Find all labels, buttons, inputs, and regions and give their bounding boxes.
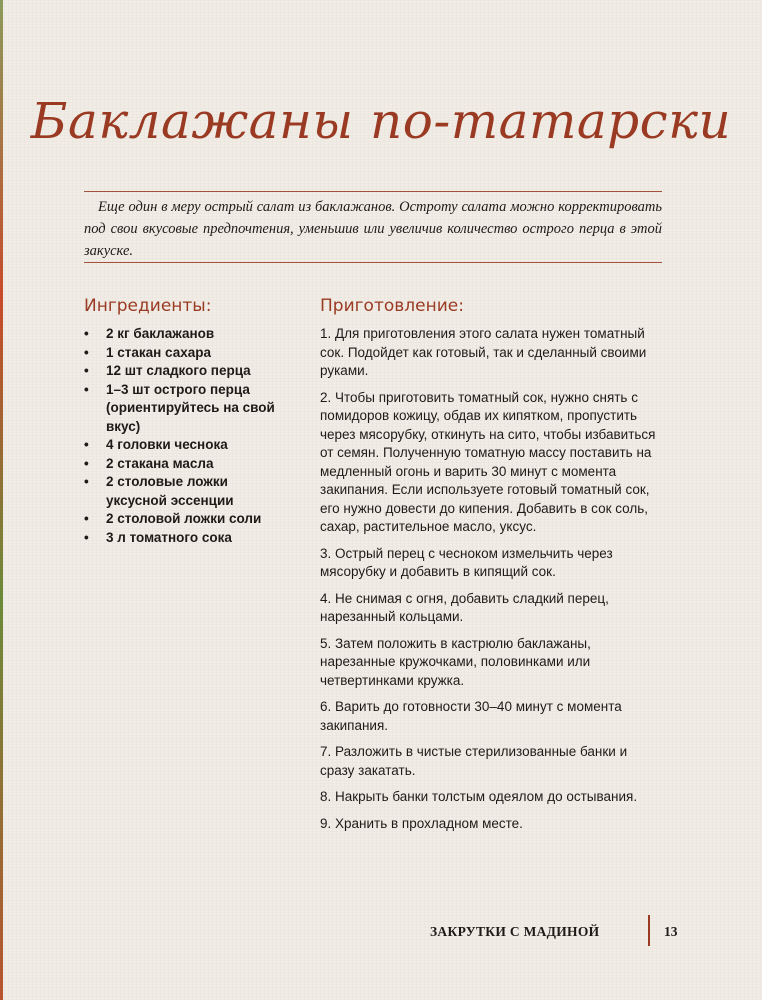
list-item: • 1 стакан сахара xyxy=(84,344,284,363)
bullet-icon: • xyxy=(84,437,89,452)
preparation-step: 5. Затем положить в кастрюлю баклажаны, нарезанные кружочками, половинками или четвертинками кружка. xyxy=(320,635,591,688)
preparation-step: 4. Не снимая с огня, добавить сладкий перец, нарезанный кольцами. xyxy=(320,590,609,624)
bullet-icon: • xyxy=(84,326,89,341)
preparation-heading: Приготовление: xyxy=(320,296,464,316)
list-item: • 2 стакана масла xyxy=(84,455,284,474)
bullet-icon: • xyxy=(84,363,89,378)
preparation-step: 8. Накрыть банки толстым одеялом до остывания. xyxy=(320,789,638,804)
intro-text: Еще один в меру острый салат из баклажанов. Остроту салата можно корректировать под свои вкусовые предпочтения, уменьшив или увеличив количество острого перца в этой закуске. xyxy=(84,199,662,259)
preparation-step: 7. Разложить в чистые стерилизованные банки и сразу закатать. xyxy=(320,744,628,778)
list-item: • 1–3 шт острого перца (ориентируйтесь на свой вкус) xyxy=(84,381,275,434)
ingredients-list xyxy=(84,325,284,547)
book-title: ЗАКРУТКИ С МАДИНОЙ xyxy=(430,924,600,939)
list-item: • 2 кг баклажанов xyxy=(84,325,284,344)
intro-top-rule xyxy=(84,191,662,192)
list-item: • 2 столовой ложки соли xyxy=(84,510,284,529)
preparation-step: 1. Для приготовления этого салата нужен томатный сок. Подойдет как готовый, так и сделанный своими руками. xyxy=(320,326,647,378)
preparation-step: 9. Хранить в прохладном месте. xyxy=(320,815,523,831)
bullet-icon: • xyxy=(84,511,89,526)
bullet-icon: • xyxy=(84,474,89,489)
list-item: • 2 столовые ложки уксусной эссенции xyxy=(84,474,234,508)
preparation-step: 6. Варить до готовности 30–40 минут с момента закипания. xyxy=(320,699,622,733)
bullet-icon: • xyxy=(84,529,89,545)
bullet-icon: • xyxy=(84,381,89,397)
preparation-step: 2. Чтобы приготовить томатный сок, нужно снять с помидоров кожицу, обдав их кипятком, пропустить через мясорубку, откинуть на сито, чтобы избавиться от семян. Полученную томатную массу поставить на медленный огонь и варить 30 минут с момента закипания. Если используете готовый томатный сок, его нужно довести до кипения. Добавить в сок соль, сахар, растительное масло, уксус. xyxy=(320,389,656,534)
page-number: 13 xyxy=(664,924,678,939)
ingredients-heading: Ингредиенты: xyxy=(84,296,212,316)
preparation-step: 3. Острый перец с чесноком измельчить через мясорубку и добавить в кипящий сок. xyxy=(320,545,613,579)
preparation-steps xyxy=(320,325,660,841)
list-item: • 12 шт сладкого перца xyxy=(84,362,284,381)
left-edge-strip xyxy=(0,0,3,1000)
bullet-icon: • xyxy=(84,344,89,360)
list-item: • 4 головки чеснока xyxy=(84,436,284,455)
page-title: Баклажаны по-татарски xyxy=(30,92,732,150)
intro-bottom-rule xyxy=(84,262,662,263)
list-item: • 3 л томатного сока xyxy=(84,529,284,548)
bullet-icon: • xyxy=(84,455,89,471)
footer-divider xyxy=(648,915,650,946)
